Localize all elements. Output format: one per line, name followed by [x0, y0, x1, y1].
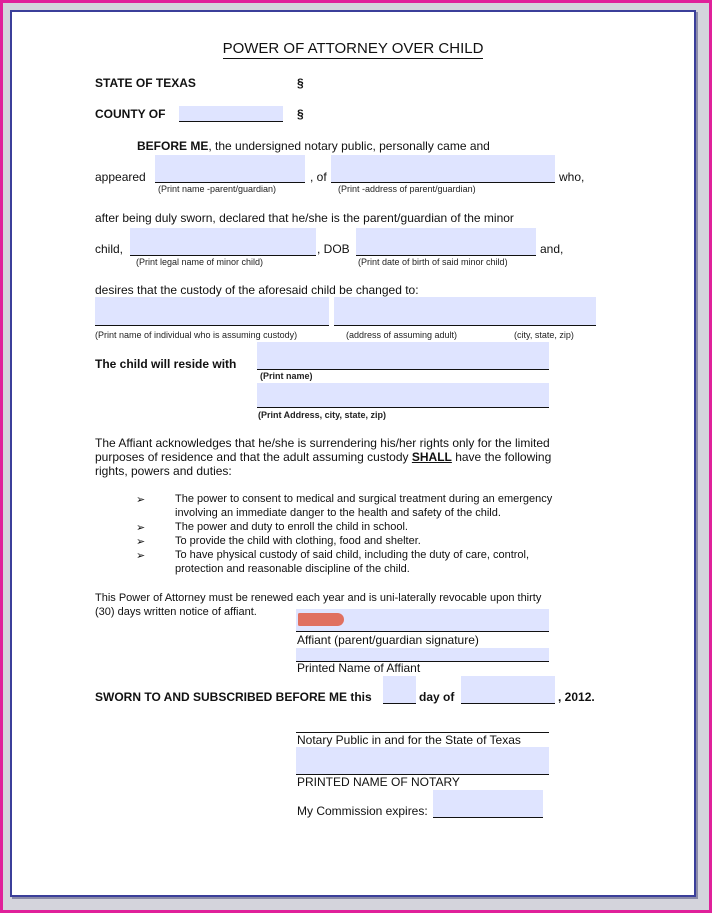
commission-label: My Commission expires:: [297, 804, 428, 818]
commission-expires-field[interactable]: [433, 790, 543, 818]
sworn-statement: after being duly sworn, declared that he/she is the parent/guardian of the minor: [95, 211, 514, 225]
section-mark-state: §: [297, 76, 304, 90]
child-label: child,: [95, 242, 124, 256]
custodian-name-field[interactable]: [95, 297, 329, 326]
bullet-item: The power and duty to enroll the child in school.: [175, 521, 408, 533]
before-me-line: BEFORE ME, the undersigned notary public, personally came and: [137, 139, 490, 153]
renewal-line1: This Power of Attorney must be renewed each year and is uni-laterally revocable upon thirty: [95, 592, 542, 604]
bullet-marker: ➢: [136, 494, 146, 506]
bullet-item: To provide the child with clothing, food and shelter.: [175, 535, 421, 547]
bullet-marker: ➢: [136, 522, 146, 534]
caption-child-name: (Print legal name of minor child): [136, 257, 264, 267]
affiant-para-line3: rights, powers and duties:: [95, 464, 232, 478]
affiant-printed-name-field[interactable]: [296, 648, 549, 662]
sworn-month-field[interactable]: [461, 676, 555, 704]
county-field[interactable]: [179, 106, 283, 122]
bullet-item-continuation: protection and reasonable discipline of the child.: [175, 563, 410, 575]
caption-residence-name: (Print name): [260, 371, 313, 381]
caption-child-dob: (Print date of birth of said minor child): [358, 257, 508, 267]
affiant-para-line2: purposes of residence and that the adult assuming custody SHALL have the following: [95, 450, 552, 464]
bullet-item: To have physical custody of said child, including the duty of care, control,: [175, 549, 530, 561]
reside-label: The child will reside with: [95, 357, 237, 371]
bullet-marker: ➢: [136, 536, 146, 548]
section-mark-county: §: [297, 107, 304, 121]
who-label: who,: [559, 170, 585, 184]
dob-label: , DOB: [317, 242, 350, 256]
and-label: and,: [540, 242, 564, 256]
appeared-label: appeared: [95, 170, 146, 184]
page-title: POWER OF ATTORNEY OVER CHILD: [222, 40, 484, 57]
custodian-address-field[interactable]: [334, 297, 596, 326]
residence-name-field[interactable]: [257, 342, 549, 370]
sworn-label: SWORN TO AND SUBSCRIBED BEFORE ME this: [95, 690, 372, 704]
bullet-item: The power to consent to medical and surgical treatment during an emergency: [175, 493, 553, 505]
affiant-signature-label: Affiant (parent/guardian signature): [297, 633, 479, 647]
child-name-field[interactable]: [130, 228, 316, 256]
renewal-line2: (30) days written notice of affiant.: [95, 606, 257, 618]
affiant-printed-name-label: Printed Name of Affiant: [297, 661, 421, 675]
notary-public-label: Notary Public in and for the State of Texas: [297, 733, 521, 747]
document-page: [10, 10, 696, 897]
caption-custodian-city: (city, state, zip): [514, 330, 574, 340]
affiant-para-line1: The Affiant acknowledges that he/she is surrendering his/her rights only for the limited: [95, 436, 550, 450]
day-of-label: day of: [419, 690, 455, 704]
caption-custodian-name: (Print name of individual who is assuming custody): [95, 330, 298, 340]
caption-custodian-address: (address of assuming adult): [346, 330, 458, 340]
of-label: , of: [310, 170, 327, 184]
caption-residence-address: (Print Address, city, state, zip): [258, 410, 387, 420]
caption-parent-name: (Print name -parent/guardian): [158, 184, 277, 194]
sign-here-arrow[interactable]: [298, 613, 344, 626]
parent-address-field[interactable]: [331, 155, 555, 183]
sworn-day-field[interactable]: [383, 676, 416, 704]
residence-address-field[interactable]: [257, 383, 549, 408]
county-label: COUNTY OF: [95, 107, 166, 121]
caption-parent-address: (Print -address of parent/guardian): [338, 184, 476, 194]
child-dob-field[interactable]: [356, 228, 536, 256]
year-label: , 2012.: [558, 690, 595, 704]
bullet-marker: ➢: [136, 550, 146, 562]
notary-printed-name-label: PRINTED NAME OF NOTARY: [297, 775, 460, 789]
custody-statement: desires that the custody of the aforesaid child be changed to:: [95, 283, 419, 297]
parent-name-field[interactable]: [155, 155, 305, 183]
notary-printed-name-field[interactable]: [296, 747, 549, 775]
state-label: STATE OF TEXAS: [95, 76, 196, 90]
bullet-item-continuation: involving an immediate danger to the health and safety of the child.: [175, 507, 501, 519]
